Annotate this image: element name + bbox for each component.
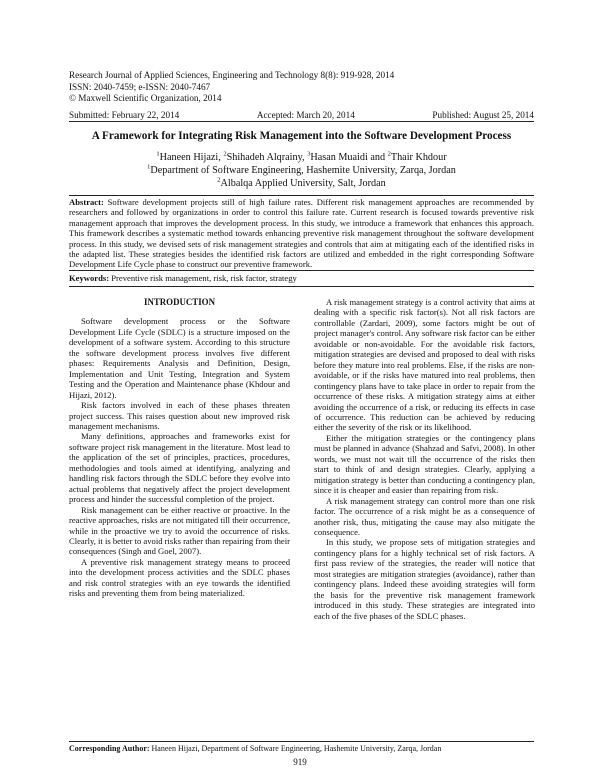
affiliation-2	[69, 177, 534, 190]
affiliation-1-sup: 1	[147, 163, 151, 171]
abstract-top-divider	[69, 195, 534, 196]
author-2-sup: 2	[223, 150, 227, 158]
affiliation-2-text: Albalqa Applied University, Salt, Jordan	[220, 178, 386, 189]
left-paragraph-3: Many definitions, approaches and frameworks exist for software project risk management in the literature. Most lead to the application of the set of principles, practices, procedures, methodologies and tools aimed at identifying, analyzing and handling risk factors through the SDLC before they evolve into actual problems that negatively affect the project development process and hinder the successful completion of the project.	[69, 431, 290, 505]
right-paragraph-3: A risk management strategy can control more than one risk factor. The occurrence of a risk might be as a consequence of another risk, thus, mitigating the cause may also mitigate the consequence.	[314, 495, 535, 537]
issn-line: ISSN: 2040-7459; e-ISSN: 2040-7467	[69, 81, 211, 92]
header-divider	[69, 121, 534, 122]
author-2: Shihadeh Alqrainy,	[226, 152, 308, 163]
dates-row	[69, 110, 534, 121]
affiliation-1	[69, 164, 534, 177]
author-3-sup: 3	[307, 150, 311, 158]
right-paragraph-1: A risk management strategy is a control activity that aims at dealing with a specific risk factor(s). Not all risk factors are controllable (Zardari, 2009), some factors might be out of project manager's control. Any software risk factor can be either avoidable or non-avoidable. For the avoidable risk factors, mitigation strategies are devised and proposed to deal with risks before they mature into real problems. Else, if the risks are non-avoidable, or if the risks have matured into real problems, then contingency plans have to take place in order to repair from the occurrence of these risks. A mitigation strategy aims at either avoiding the occurrence of a risk, or reducing its effects in case of occurrence. This reduction can be achieved by reducing either the severity of the risk or its likelihood.	[314, 297, 535, 433]
abstract-label: Abstract:	[69, 197, 104, 207]
introduction-heading: INTRODUCTION	[143, 297, 215, 307]
keywords-label: Keywords:	[69, 273, 110, 283]
accepted-date: Accepted: March 20, 2014	[256, 110, 355, 120]
author-block	[69, 151, 534, 190]
journal-citation: Research Journal of Applied Sciences, Engineering and Technology 8(8): 919-928, 2014	[69, 70, 395, 80]
right-column	[314, 297, 535, 621]
corresponding-author-text: Haneen Hijazi, Department of Software Engineering, Hashemite University, Zarqa, Jordan	[149, 744, 442, 753]
paper-title: A Framework for Integrating Risk Management into the Software Development Process	[91, 130, 512, 142]
author-1: Haneen Hijazi,	[159, 152, 224, 163]
left-paragraph-2: Risk factors involved in each of these phases threaten project success. This raises question about new improved risk management mechanisms.	[69, 400, 290, 431]
keywords	[69, 273, 534, 283]
journal-header	[69, 70, 534, 105]
author-4-sup: 2	[387, 150, 391, 158]
corresponding-author-label: Corresponding Author:	[69, 744, 150, 753]
abstract-text: Software development projects still of high failure rates. Different risk management approaches are recommended by researchers and followed by organizations in order to control this failure rate. Current research is focused towards preventive risk management approach that improves the development process. In this study, we introduce a framework that enhances this approach. This framework describes a systematic method towards enhancing preventive risk management throughout the software development process. In this study, we devised sets of risk management strategies and controls that aim at mitigating each of the identified risks in the adapted list. These strategies besides the identified risk factors are utilized and embedded in the right corresponding Software Development Life Cycle phase to construct our preventive framework.	[69, 197, 534, 270]
author-4: Thair Khdour	[390, 152, 447, 163]
left-column	[69, 297, 290, 599]
abstract	[69, 197, 534, 270]
affiliation-1-text: Department of Software Engineering, Hashemite University, Zarqa, Jordan	[150, 165, 456, 176]
affiliation-2-sup: 2	[217, 176, 221, 184]
copyright-line: © Maxwell Scientific Organization, 2014	[69, 93, 222, 103]
page-number: 919	[293, 757, 307, 767]
footnote-divider	[69, 741, 534, 742]
keywords-text: Preventive risk management, risk, risk factor, strategy	[109, 273, 297, 283]
right-paragraph-2: Either the mitigation strategies or the contingency plans must be planned in advance (Shahzad and Safvi, 2008). In other words, we must not wait till the occurrence of the risks then start to think of and design strategies. Clearly, applying a mitigation strategy is better than conducting a contingency plan, since it is cheaper and easier than repairing from risk.	[314, 432, 535, 496]
author-1-sup: 1	[156, 150, 160, 158]
published-date: Published: August 25, 2014	[432, 110, 534, 120]
left-paragraph-5: A preventive risk management strategy means to proceed into the development process activities and the SDLC phases and risk control strategies with an eye towards the identified risks and preventing them from being materialized.	[69, 556, 290, 599]
author-names	[69, 151, 534, 164]
abstract-bottom-divider	[69, 270, 534, 271]
corresponding-author	[69, 744, 534, 754]
left-paragraph-1: Software development process or the Software Development Life Cycle (SDLC) is a structure imposed on the development of a software system. According to this structure the software development process involves five different phases: Requirements Analysis and Definition, Design, Implementation and Unit Testing, Integration and System Testing and the Operation and Maintenance phase (Khdour and Hijazi, 2012).	[69, 316, 290, 400]
submitted-date: Submitted: February 22, 2014	[69, 110, 180, 120]
left-paragraph-4: Risk management can be either reactive or proactive. In the reactive approaches, risks are not mitigated till their occurrence, while in the proactive we try to avoid the occurrence of risks. Clearly, it is better to avoid risks rather than repairing from their consequences (Singh and Goel, 2007).	[69, 504, 290, 557]
right-paragraph-4: In this study, we propose sets of mitigation strategies and contingency plans for a highly technical set of risk factors. A first pass review of the strategies, the reader will notice that most strategies are mitigation strategies (avoidance), rather than contingency plans. Indeed these avoiding strategies will form the basis for the preventive risk management framework introduced in this study. These strategies are integrated into each of the five phases of the SDLC phases.	[314, 537, 535, 621]
keywords-divider	[69, 286, 534, 287]
author-3: Hasan Muaidi and	[310, 152, 388, 163]
